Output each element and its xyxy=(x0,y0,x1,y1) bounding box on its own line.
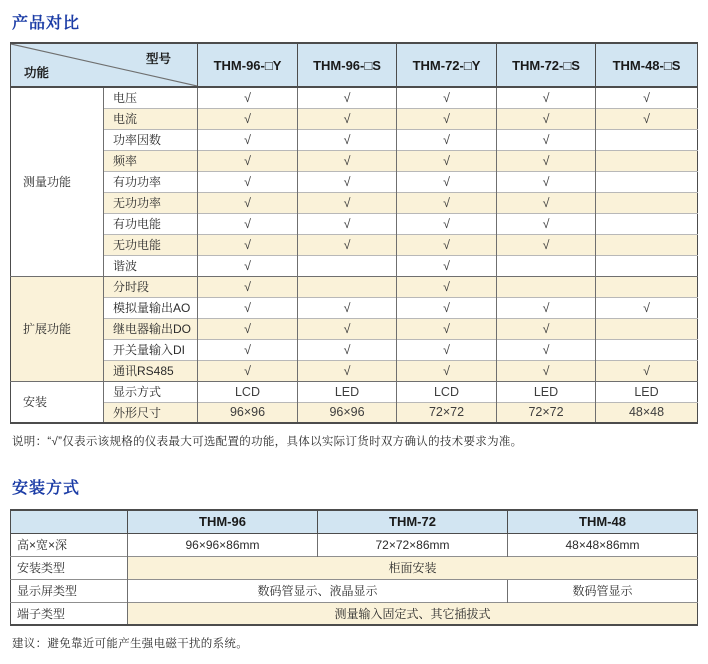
installation-table-row xyxy=(11,556,698,579)
value-cell: 72×72 xyxy=(497,402,596,423)
empty-cell xyxy=(596,276,698,297)
check-cell: √ xyxy=(397,318,497,339)
comparison-table-row xyxy=(11,213,698,234)
check-cell: √ xyxy=(198,213,298,234)
function-group-label: 扩展功能 xyxy=(11,276,104,381)
check-cell: √ xyxy=(397,213,497,234)
empty-cell xyxy=(596,129,698,150)
feature-label: 有功功率 xyxy=(104,171,198,192)
column-header-thm-72-y: THM-72-□Y xyxy=(397,43,497,87)
value-cell: 测量输入固定式、其它插拔式 xyxy=(128,602,698,625)
comparison-table-row xyxy=(11,129,698,150)
check-cell: √ xyxy=(497,297,596,318)
check-cell: √ xyxy=(298,108,397,129)
feature-label: 显示方式 xyxy=(104,381,198,402)
empty-cell xyxy=(596,171,698,192)
check-cell: √ xyxy=(596,87,698,108)
check-cell: √ xyxy=(298,318,397,339)
installation-table-row xyxy=(11,533,698,556)
check-cell: √ xyxy=(298,171,397,192)
empty-cell xyxy=(596,234,698,255)
check-cell: √ xyxy=(198,192,298,213)
comparison-table-row xyxy=(11,192,698,213)
row-label: 端子类型 xyxy=(11,602,128,625)
empty-cell xyxy=(596,213,698,234)
feature-label: 无功功率 xyxy=(104,192,198,213)
check-cell: √ xyxy=(497,213,596,234)
check-cell: √ xyxy=(497,150,596,171)
empty-cell xyxy=(596,192,698,213)
feature-label: 电流 xyxy=(104,108,198,129)
check-cell: √ xyxy=(198,87,298,108)
check-cell: √ xyxy=(497,234,596,255)
empty-cell xyxy=(596,318,698,339)
check-cell: √ xyxy=(497,192,596,213)
comparison-table-row xyxy=(11,276,698,297)
check-cell: √ xyxy=(298,150,397,171)
installation-note: 建议：避免靠近可能产生强电磁干扰的系统。 xyxy=(12,638,248,650)
comparison-table-row xyxy=(11,360,698,381)
column-header-thm-96: THM-96 xyxy=(128,510,318,533)
check-cell: √ xyxy=(298,213,397,234)
empty-cell xyxy=(596,339,698,360)
comparison-table-row xyxy=(11,381,698,402)
check-cell: √ xyxy=(298,129,397,150)
check-cell: √ xyxy=(497,339,596,360)
check-cell: √ xyxy=(497,108,596,129)
check-cell: √ xyxy=(198,234,298,255)
feature-label: 无功电能 xyxy=(104,234,198,255)
check-cell: √ xyxy=(397,234,497,255)
check-cell: √ xyxy=(397,150,497,171)
feature-label: 分时段 xyxy=(104,276,198,297)
comparison-table-row xyxy=(11,255,698,276)
check-cell: √ xyxy=(397,339,497,360)
comparison-table-row xyxy=(11,318,698,339)
feature-label: 频率 xyxy=(104,150,198,171)
value-cell: LED xyxy=(497,381,596,402)
check-cell: √ xyxy=(397,276,497,297)
value-cell: LED xyxy=(298,381,397,402)
column-header-thm-48: THM-48 xyxy=(508,510,698,533)
check-cell: √ xyxy=(298,234,397,255)
corner-header-cell xyxy=(11,43,198,87)
empty-header-cell xyxy=(11,510,128,533)
check-cell: √ xyxy=(397,129,497,150)
value-cell: 96×96 xyxy=(298,402,397,423)
installation-table xyxy=(10,509,698,626)
check-cell: √ xyxy=(198,360,298,381)
check-cell: √ xyxy=(198,318,298,339)
column-header-thm-72-s: THM-72-□S xyxy=(497,43,596,87)
value-cell: 72×72 xyxy=(397,402,497,423)
check-cell: √ xyxy=(397,255,497,276)
comparison-table-row xyxy=(11,150,698,171)
check-cell: √ xyxy=(596,297,698,318)
value-cell: LED xyxy=(596,381,698,402)
value-cell: 数码管显示、液晶显示 xyxy=(128,579,508,602)
installation-table-row xyxy=(11,602,698,625)
function-group-label: 安装 xyxy=(11,381,104,423)
product-comparison-table xyxy=(10,42,698,424)
comparison-table-row xyxy=(11,234,698,255)
check-cell: √ xyxy=(596,108,698,129)
column-header-thm-72: THM-72 xyxy=(318,510,508,533)
check-cell: √ xyxy=(397,360,497,381)
value-cell: 数码管显示 xyxy=(508,579,698,602)
check-cell: √ xyxy=(397,108,497,129)
check-cell: √ xyxy=(198,339,298,360)
value-cell: 柜面安装 xyxy=(128,556,698,579)
comparison-table-row xyxy=(11,297,698,318)
value-cell: 96×96 xyxy=(198,402,298,423)
check-cell: √ xyxy=(497,318,596,339)
feature-label: 继电器输出DO xyxy=(104,318,198,339)
check-cell: √ xyxy=(198,171,298,192)
check-cell: √ xyxy=(298,339,397,360)
check-cell: √ xyxy=(198,297,298,318)
row-label: 高×宽×深 xyxy=(11,533,128,556)
value-cell: 48×48 xyxy=(596,402,698,423)
empty-cell xyxy=(497,255,596,276)
feature-label: 通讯RS485 xyxy=(104,360,198,381)
comparison-table-row xyxy=(11,339,698,360)
empty-cell xyxy=(298,276,397,297)
comparison-table-row xyxy=(11,108,698,129)
row-label: 显示屏类型 xyxy=(11,579,128,602)
installation-table-body xyxy=(11,533,698,625)
check-cell: √ xyxy=(298,360,397,381)
check-cell: √ xyxy=(497,129,596,150)
empty-cell xyxy=(596,255,698,276)
feature-label: 外形尺寸 xyxy=(104,402,198,423)
check-cell: √ xyxy=(198,255,298,276)
section-gap xyxy=(10,449,697,473)
check-cell: √ xyxy=(497,360,596,381)
comparison-note: 说明：“√”仅表示该规格的仪表最大可选配置的功能，具体以实际订货时双方确认的技术要求为准。 xyxy=(12,436,523,448)
value-cell: 72×72×86mm xyxy=(318,533,508,556)
check-cell: √ xyxy=(298,297,397,318)
check-cell: √ xyxy=(397,171,497,192)
feature-label: 有功电能 xyxy=(104,213,198,234)
check-cell: √ xyxy=(198,129,298,150)
value-cell: LCD xyxy=(198,381,298,402)
corner-function-label: 功能 xyxy=(24,66,50,80)
section-title-installation: 安装方式 xyxy=(12,480,81,497)
comparison-table-row xyxy=(11,402,698,423)
value-cell: 48×48×86mm xyxy=(508,533,698,556)
comparison-table-body xyxy=(11,87,698,423)
check-cell: √ xyxy=(298,192,397,213)
check-cell: √ xyxy=(198,276,298,297)
feature-label: 模拟量输出AO xyxy=(104,297,198,318)
value-cell: 96×96×86mm xyxy=(128,533,318,556)
check-cell: √ xyxy=(397,297,497,318)
check-cell: √ xyxy=(198,150,298,171)
check-cell: √ xyxy=(397,87,497,108)
empty-cell xyxy=(497,276,596,297)
installation-table-row xyxy=(11,579,698,602)
column-header-thm-96-y: THM-96-□Y xyxy=(198,43,298,87)
check-cell: √ xyxy=(298,87,397,108)
comparison-header-row xyxy=(11,43,698,87)
empty-cell xyxy=(298,255,397,276)
column-header-thm-96-s: THM-96-□S xyxy=(298,43,397,87)
function-group-label: 测量功能 xyxy=(11,87,104,276)
column-header-thm-48-s: THM-48-□S xyxy=(596,43,698,87)
empty-cell xyxy=(596,150,698,171)
feature-label: 电压 xyxy=(104,87,198,108)
feature-label: 谐波 xyxy=(104,255,198,276)
corner-model-label: 型号 xyxy=(145,52,171,66)
check-cell: √ xyxy=(497,87,596,108)
row-label: 安装类型 xyxy=(11,556,128,579)
comparison-table-row xyxy=(11,87,698,108)
check-cell: √ xyxy=(497,171,596,192)
section-title-product-comparison: 产品对比 xyxy=(12,15,81,32)
check-cell: √ xyxy=(198,108,298,129)
check-cell: √ xyxy=(596,360,698,381)
check-cell: √ xyxy=(397,192,497,213)
feature-label: 功率因数 xyxy=(104,129,198,150)
installation-header-row xyxy=(11,510,698,533)
value-cell: LCD xyxy=(397,381,497,402)
feature-label: 开关量输入DI xyxy=(104,339,198,360)
comparison-table-row xyxy=(11,171,698,192)
